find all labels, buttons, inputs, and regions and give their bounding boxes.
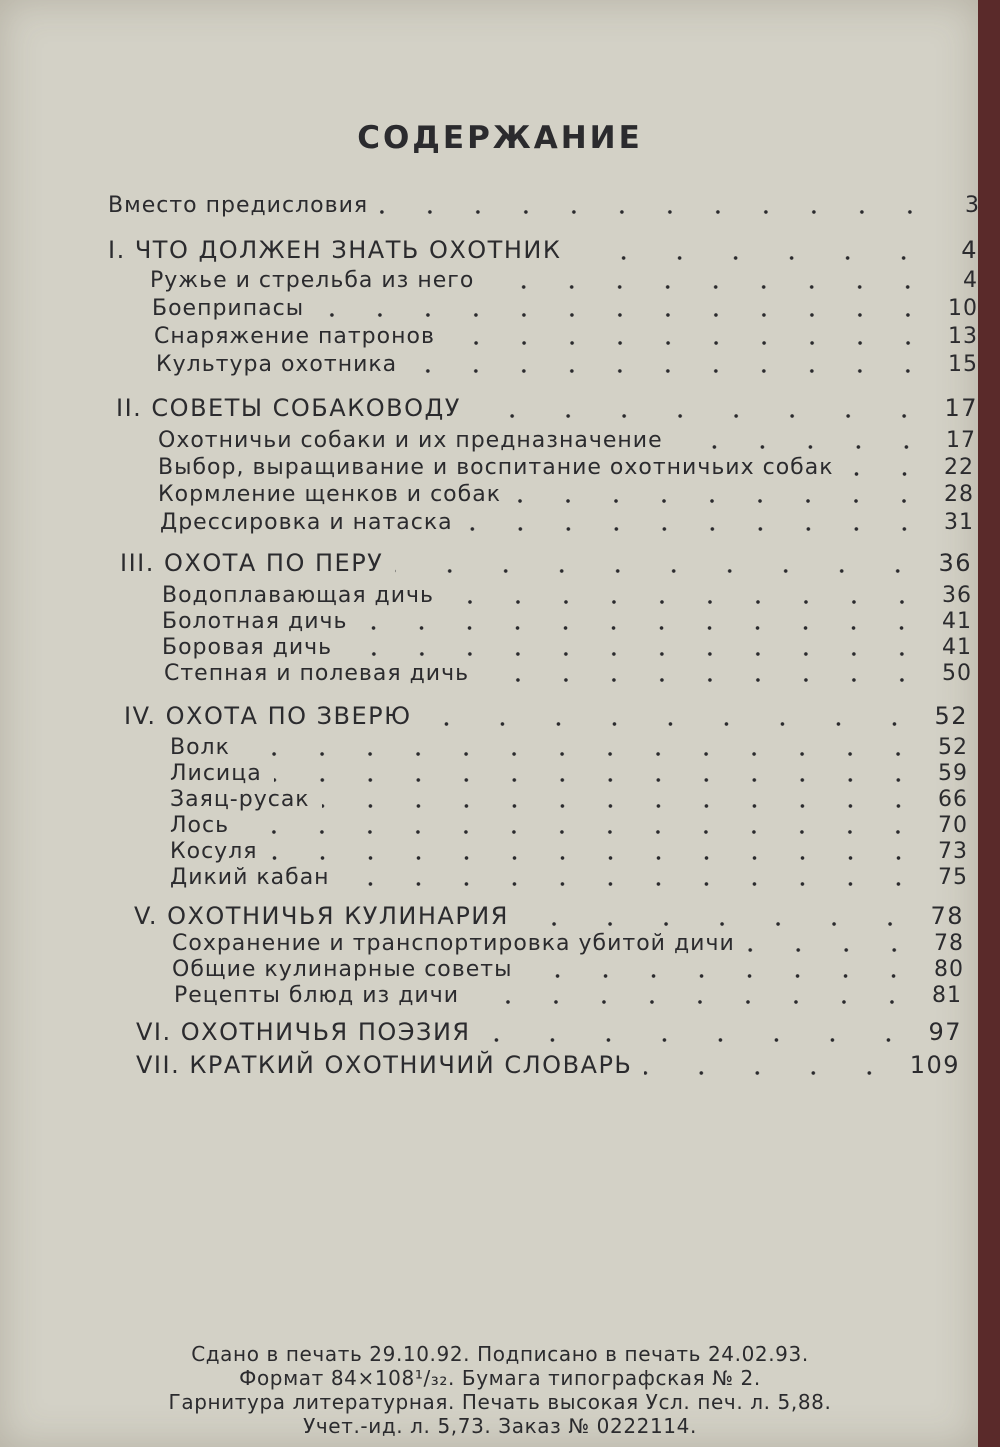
dot-leader — [846, 472, 928, 476]
toc-page-number: 4 — [963, 268, 978, 293]
toc-entry-title: Болотная дичь — [162, 609, 348, 634]
toc-page-number: 81 — [932, 983, 962, 1008]
dot-leader — [242, 752, 922, 756]
toc-entry-title: Дикий кабан — [170, 865, 330, 890]
toc-page-number: 59 — [938, 761, 968, 786]
toc-entry-title: II. СОВЕТЫ СОБАКОВОДУ — [116, 394, 461, 422]
toc-entry-title: Заяц-русак — [170, 787, 310, 812]
dot-leader — [483, 1038, 916, 1042]
toc-entry-row — [170, 787, 968, 812]
dot-leader — [644, 1071, 897, 1075]
toc-page-number: 22 — [944, 455, 974, 480]
dot-leader — [316, 313, 932, 317]
toc-entry-row — [162, 635, 972, 660]
imprint — [0, 1342, 1000, 1438]
dot-leader — [481, 678, 926, 682]
toc-chapter-row — [134, 902, 964, 930]
dot-leader — [395, 569, 926, 573]
toc-page-number: 3 — [965, 193, 980, 218]
toc-page-number: 36 — [942, 583, 972, 608]
dot-leader — [471, 1000, 916, 1004]
toc-entry-row — [172, 957, 964, 982]
toc-entry-title: Охотничьи собаки и их предназначение — [158, 428, 663, 453]
dot-leader — [675, 445, 930, 449]
dot-leader — [486, 285, 932, 289]
page-title: СОДЕРЖАНИЕ — [357, 120, 643, 156]
toc-chapter-row — [116, 394, 978, 422]
toc-entry-row — [162, 609, 972, 634]
dot-leader — [241, 830, 922, 834]
toc-chapter-row — [120, 549, 972, 577]
dot-leader — [521, 922, 918, 926]
toc-page-number: 80 — [934, 957, 964, 982]
dot-leader — [359, 626, 926, 630]
toc-page-number: 41 — [942, 635, 972, 660]
toc-page-number: 52 — [934, 702, 968, 730]
dot-leader — [270, 856, 923, 860]
toc-entry-title: Сохранение и транспортировка убитой дичи — [172, 931, 735, 956]
dot-leader — [424, 722, 922, 726]
imprint-line: Учет.-ид. л. 5,73. Заказ № 0222114. — [303, 1414, 697, 1438]
toc-page-number: 13 — [948, 324, 978, 349]
toc-entry-row — [160, 510, 974, 535]
dot-leader — [447, 341, 932, 345]
imprint-line: Сдано в печать 29.10.92. Подписано в печать 24.02.93. — [191, 1342, 809, 1366]
toc-entry-title: Лось — [170, 813, 230, 838]
toc-entry-title: Боеприпасы — [152, 296, 305, 321]
toc-entry-title: Культура охотника — [156, 352, 398, 377]
dot-leader — [513, 499, 928, 503]
toc-entry-row — [174, 983, 962, 1008]
toc-page-number: 41 — [942, 609, 972, 634]
toc-page-number: 66 — [938, 787, 968, 812]
toc-entry-title: Лисица — [170, 761, 262, 786]
toc-page-number: 4 — [961, 236, 978, 264]
dot-leader — [465, 527, 928, 531]
dot-leader — [409, 369, 932, 373]
toc-page-number: 10 — [948, 296, 978, 321]
dot-leader — [342, 882, 922, 886]
toc-page-number: 70 — [938, 813, 968, 838]
toc-page-number: 97 — [928, 1018, 962, 1046]
toc-entry-title: Косуля — [170, 839, 258, 864]
dot-leader — [573, 256, 932, 260]
toc-entry-title: Общие кулинарные советы — [172, 957, 513, 982]
toc-page-number: 78 — [934, 931, 964, 956]
toc-page-number: 52 — [938, 735, 968, 760]
toc-entry-row — [108, 193, 980, 218]
toc-page-number: 17 — [944, 394, 978, 422]
toc-entry-title: Боровая дичь — [162, 635, 333, 660]
toc-entry-title: Выбор, выращивание и воспитание охотничьих собак — [158, 455, 834, 480]
toc-entry-title: Ружье и стрельба из него — [150, 268, 475, 293]
toc-entry-title: Рецепты блюд из дичи — [174, 983, 460, 1008]
toc-entry-row — [156, 352, 978, 377]
toc-entry-title: VII. КРАТКИЙ ОХОТНИЧИЙ СЛОВАРЬ — [136, 1051, 633, 1079]
toc-entry-title: III. ОХОТА ПО ПЕРУ — [120, 549, 384, 577]
toc-entry-row — [162, 583, 972, 608]
dot-leader — [524, 974, 918, 978]
dot-leader — [274, 778, 922, 782]
toc-page-number: 17 — [946, 428, 976, 453]
toc-page-number: 109 — [909, 1051, 960, 1079]
toc-page-number: 28 — [944, 482, 974, 507]
toc-entry-title: VI. ОХОТНИЧЬЯ ПОЭЗИЯ — [136, 1018, 471, 1046]
toc-entry-row — [170, 865, 968, 890]
toc-page-number: 73 — [938, 839, 968, 864]
toc-entry-title: Степная и полевая дичь — [164, 661, 470, 686]
dot-leader — [344, 652, 926, 656]
toc-entry-title: Вместо предисловия — [108, 193, 369, 218]
toc-entry-title: V. ОХОТНИЧЬЯ КУЛИНАРИЯ — [134, 902, 509, 930]
toc-entry-title: Волк — [170, 735, 230, 760]
dot-leader — [446, 600, 926, 604]
dot-leader — [473, 414, 932, 418]
toc-page-number: 15 — [948, 352, 978, 377]
toc-chapter-row — [124, 702, 968, 730]
toc-entry-row — [158, 455, 974, 480]
toc-entry-title: Кормление щенков и собак — [158, 482, 501, 507]
toc-entry-row — [170, 761, 968, 786]
toc-page-number: 50 — [942, 661, 972, 686]
toc-chapter-row — [136, 1018, 962, 1046]
toc-entry-row — [158, 428, 976, 453]
imprint-line: Формат 84×108¹/₃₂. Бумага типографская № 2. — [239, 1366, 761, 1390]
toc-entry-title: Дрессировка и натаска — [160, 510, 453, 535]
toc-entry-title: IV. ОХОТА ПО ЗВЕРЮ — [124, 702, 412, 730]
dot-leader — [380, 210, 934, 214]
toc-entry-row — [170, 735, 968, 760]
toc-entry-row — [150, 268, 978, 293]
toc-entry-row — [154, 324, 978, 349]
dot-leader — [322, 804, 922, 808]
toc-entry-row — [172, 931, 964, 956]
toc-entry-row — [164, 661, 972, 686]
toc-entry-row — [170, 813, 968, 838]
toc-entry-title: I. ЧТО ДОЛЖЕН ЗНАТЬ ОХОТНИК — [108, 236, 562, 264]
toc-page-number: 75 — [938, 865, 968, 890]
toc-entry-row — [170, 839, 968, 864]
toc-entry-row — [158, 482, 974, 507]
toc-entry-row — [152, 296, 978, 321]
toc-entry-title: Снаряжение патронов — [154, 324, 435, 349]
toc-page-number: 31 — [944, 510, 974, 535]
imprint-line: Гарнитура литературная. Печать высокая Усл. печ. л. 5,88. — [168, 1390, 832, 1414]
toc-chapter-row — [136, 1051, 960, 1079]
toc-entry-title: Водоплавающая дичь — [162, 583, 435, 608]
toc-page-number: 36 — [938, 549, 972, 577]
toc-page-number: 78 — [930, 902, 964, 930]
toc-chapter-row — [108, 236, 978, 264]
dot-leader — [747, 948, 918, 952]
